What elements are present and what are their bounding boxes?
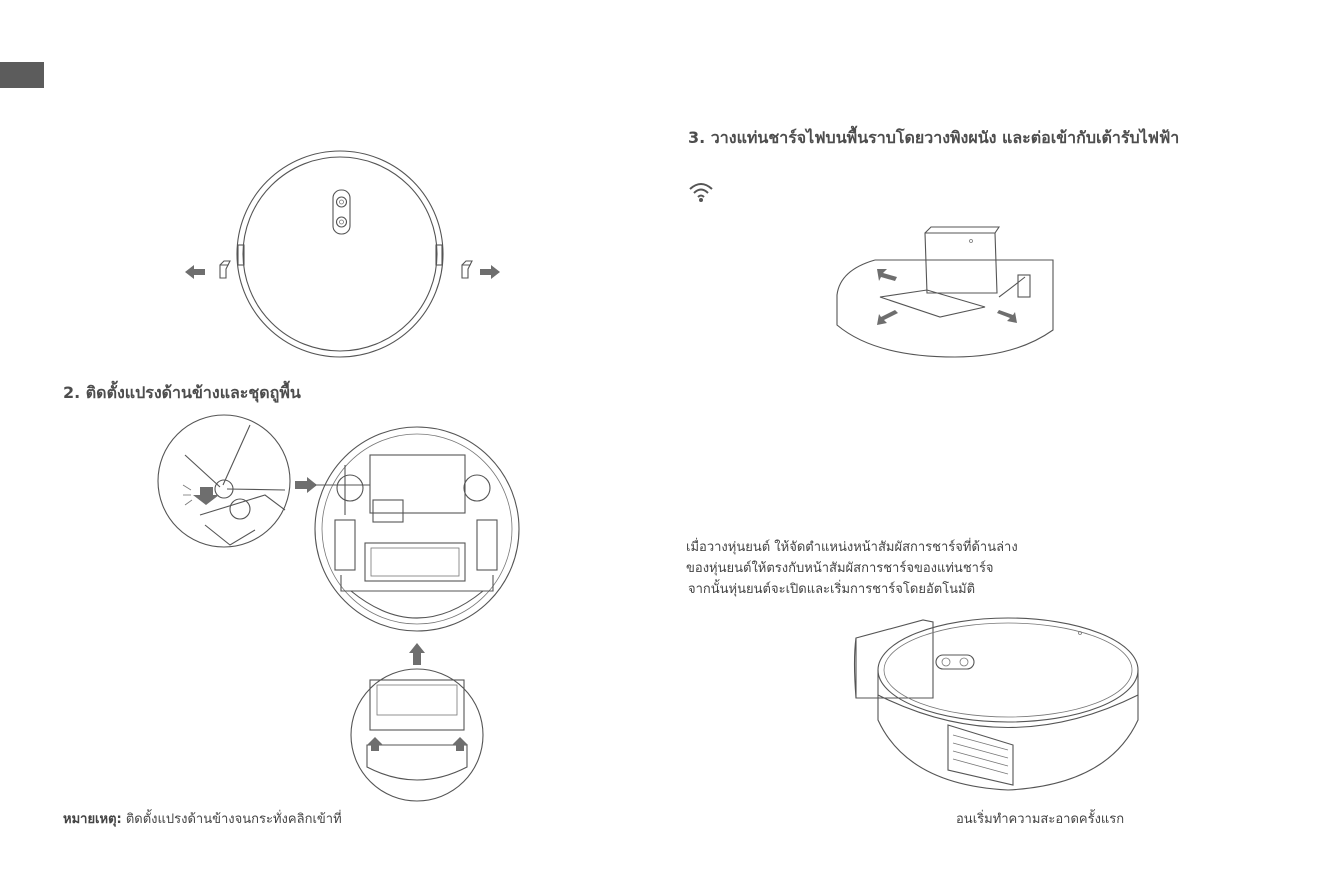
dock-placement-illustration — [835, 225, 1060, 365]
wifi-icon — [688, 181, 714, 203]
arrow-up-icon — [409, 643, 425, 665]
arrow-up-icon — [367, 737, 383, 751]
robot-on-dock-illustration — [848, 610, 1148, 805]
arrow-up-icon — [452, 737, 468, 751]
arrow-right-icon — [295, 477, 317, 493]
robot-top-illustration — [180, 150, 520, 365]
step2-heading: 2. ติดตั้งแปรงด้านข้างและชุดถูพื้น — [63, 383, 301, 402]
arrow-icon — [877, 269, 897, 281]
arrow-left-icon — [185, 265, 205, 279]
arrow-right-icon — [480, 265, 500, 279]
dock-paragraph-line-2: ของหุ่นยนต์ให้ตรงกับหน้าสัมผัสการชาร์จของแท่นชาร์จ — [686, 561, 994, 576]
note — [63, 808, 342, 829]
bottom-caption: อนเริ่มทำความสะอาดครั้งแรก — [956, 812, 1125, 827]
dock-paragraph-line-3: จากนั้นหุ่นยนต์จะเปิดและเริ่มการชาร์จโดยอัตโนมัติ — [688, 582, 976, 597]
note-label: หมายเหตุ: — [63, 812, 122, 827]
arrow-icon — [877, 310, 898, 325]
side-tab-marker — [0, 62, 44, 88]
dock-paragraph-line-1: เมื่อวางหุ่นยนต์ ให้จัดตำแหน่งหน้าสัมผัสการชาร์จที่ด้านล่าง — [686, 540, 1018, 555]
side-brush-illustration — [155, 415, 535, 805]
step3-heading: 3. วางแท่นชาร์จไฟบนพื้นราบโดยวางพิงผนัง และต่อเข้ากับเต้ารับไฟฟ้า — [688, 128, 1180, 147]
arrow-icon — [997, 310, 1017, 323]
note-text: ติดตั้งแปรงด้านข้างจนกระทั่งคลิกเข้าที่ — [121, 812, 342, 827]
